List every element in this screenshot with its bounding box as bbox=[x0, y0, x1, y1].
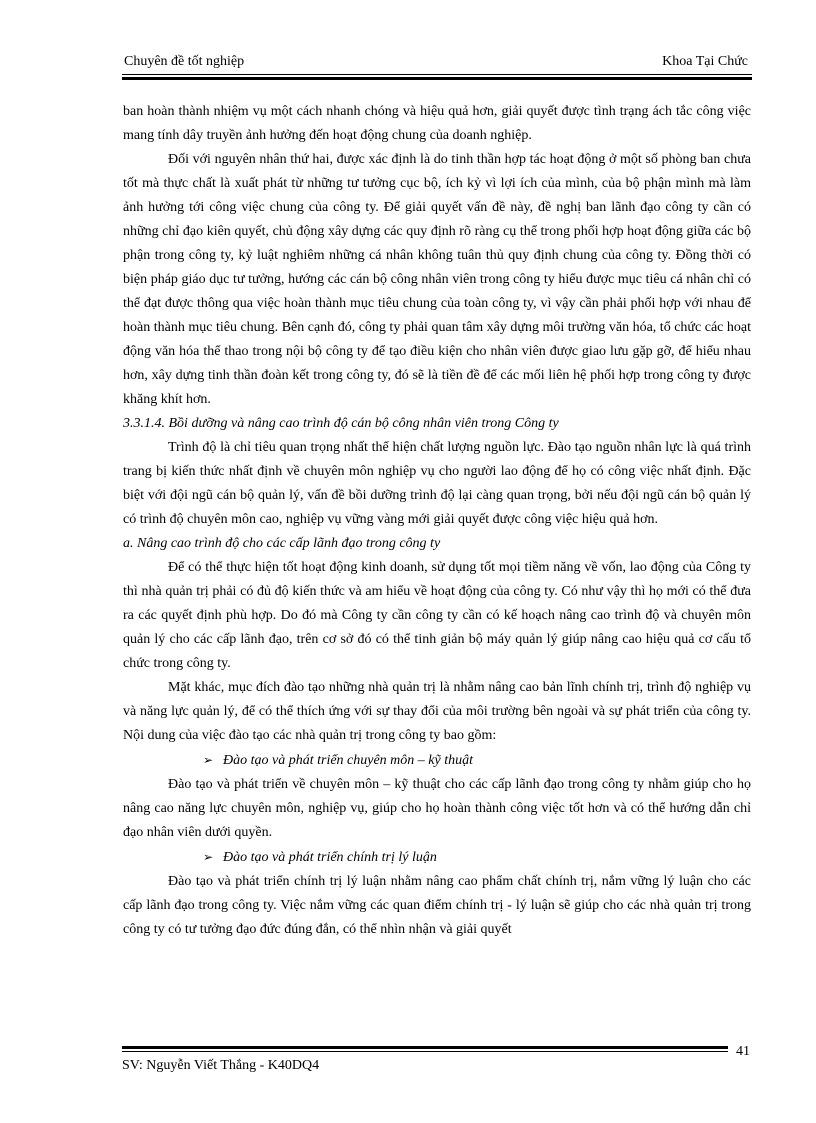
paragraph-5: Mặt khác, mục đích đào tạo những nhà quản trị là nhằm nâng cao bản lĩnh chính trị, trình độ nghiệp vụ và năng lực quản lý, để có thể thích ứng với sự thay đổi của môi trường bên ngoài và sự phát triển của công ty. Nội dung của việc đào tạo các nhà quản trị trong công ty bao gồm: bbox=[123, 680, 751, 743]
page-number: 41 bbox=[736, 1044, 750, 1059]
header-title: Chuyên đề tốt nghiệp bbox=[124, 54, 245, 69]
footer-author: SV: Nguyễn Viết Thắng - K40DQ4 bbox=[122, 1058, 320, 1073]
bullet-text-1: Đào tạo và phát triển chuyên môn – kỹ thuật bbox=[223, 753, 474, 768]
footer-divider-thick bbox=[122, 1046, 728, 1049]
paragraph-1: ban hoàn thành nhiệm vụ một cách nhanh chóng và hiệu quả hơn, giải quyết được tình trạng ách tắc công việc mang tính dây truyền ảnh hưởng đến hoạt động chung của doanh nghiệp. bbox=[123, 104, 751, 143]
bullet-item-1 bbox=[123, 748, 751, 773]
arrow-bullet-icon: ➢ bbox=[203, 753, 214, 767]
paragraph-3: Trình độ là chỉ tiêu quan trọng nhất thể hiện chất lượng nguồn lực. Đào tạo nguồn nhân lực là quá trình trang bị kiến thức nhất định về chuyên môn nghiệp vụ cho người lao động để họ có công việc nhất định. Đặc biệt với đội ngũ cán bộ quản lý, vấn đề bồi dưỡng trình độ lại càng quan trọng, bởi nếu đội ngũ cán bộ quản lý có trình độ chuyên môn cao, nghiệp vụ vững vàng mới giải quyết được công việc hiệu quả hơn. bbox=[123, 440, 751, 527]
header-divider-thick bbox=[122, 77, 752, 80]
paragraph-6: Đào tạo và phát triển về chuyên môn – kỹ thuật cho các cấp lãnh đạo trong công ty nhằm giúp cho họ nâng cao năng lực chuyên môn, nghiệp vụ, giúp cho họ hoàn thành công việc tốt hơn và có thể hướng dẫn chỉ đạo nhân viên dưới quyền. bbox=[123, 777, 751, 840]
page-header bbox=[122, 54, 752, 74]
bullet-item-2 bbox=[123, 845, 751, 870]
footer-divider-thin bbox=[122, 1051, 728, 1052]
subsection-heading-a: a. Nâng cao trình độ cho các cấp lãnh đạo trong công ty bbox=[123, 536, 441, 551]
paragraph-7: Đào tạo và phát triển chính trị lý luận nhằm nâng cao phẩm chất chính trị, nắm vững lý luận cho các cấp lãnh đạo trong công ty. Việc nắm vững các quan điểm chính trị - lý luận sẽ giúp cho các nhà quản trị trong công ty có tư tưởng đạo đức đúng đắn, có thể nhìn nhận và giải quyết bbox=[123, 874, 751, 937]
header-faculty: Khoa Tại Chức bbox=[662, 54, 748, 69]
bullet-text-2: Đào tạo và phát triển chính trị lý luận bbox=[223, 850, 437, 865]
header-divider-thin bbox=[122, 74, 752, 75]
arrow-bullet-icon: ➢ bbox=[203, 850, 214, 864]
paragraph-2: Đối với nguyên nhân thứ hai, được xác định là do tinh thần hợp tác hoạt động ở một số phòng ban chưa tốt mà thực chất là xuất phát từ những tư tưởng cục bộ, ích kỷ vì lợi ích của mình, của bộ phận mình mà làm ảnh hưởng tới công việc chung của công ty. Để giải quyết vấn đề này, đề nghị ban lãnh đạo công ty cần có những chỉ đạo kiên quyết, chủ động xây dựng các quy định rõ ràng cụ thể trong phối hợp hoạt động giữa các bộ phận trong công ty, kỷ luật nghiêm những cá nhân không tuân thủ quy định chung của công ty. Đồng thời có biện pháp giáo dục tư tưởng, hướng các cán bộ công nhân viên trong công ty hiểu được mục tiêu cá nhân chỉ có thể đạt được thông qua việc hoàn thành mục tiêu chung của toàn công ty, vì vậy cần phải phối hợp với nhau để hoàn thành mục tiêu chung. Bên cạnh đó, công ty phải quan tâm xây dựng môi trường văn hóa, tổ chức các hoạt động văn hóa thể thao trong nội bộ công ty để tạo điều kiện cho nhân viên được giao lưu gặp gỡ, để hiểu nhau hơn, xây dựng tinh thần đoàn kết trong công ty, đó sẽ là tiền đề để các mối liên hệ phối hợp trong công ty được khăng khít hơn. bbox=[123, 152, 751, 407]
page-body bbox=[123, 100, 751, 942]
section-heading-3314: 3.3.1.4. Bồi dưỡng và nâng cao trình độ cán bộ công nhân viên trong Công ty bbox=[123, 416, 559, 431]
paragraph-4: Để có thể thực hiện tốt hoạt động kinh doanh, sử dụng tốt mọi tiềm năng về vốn, lao động của Công ty thì nhà quản trị phải có đủ độ kiến thức và am hiểu về hoạt động của công ty. Có như vậy thì họ mới có thể đưa ra các quyết định phù hợp. Do đó mà Công ty cần công ty cần có kế hoạch nâng cao trình độ và chuyên môn quản lý cho các cấp lãnh đạo, trên cơ sở đó có thể tinh giản bộ máy quản lý giúp nâng cao hiệu quả cơ cấu tổ chức trong công ty. bbox=[123, 560, 751, 671]
